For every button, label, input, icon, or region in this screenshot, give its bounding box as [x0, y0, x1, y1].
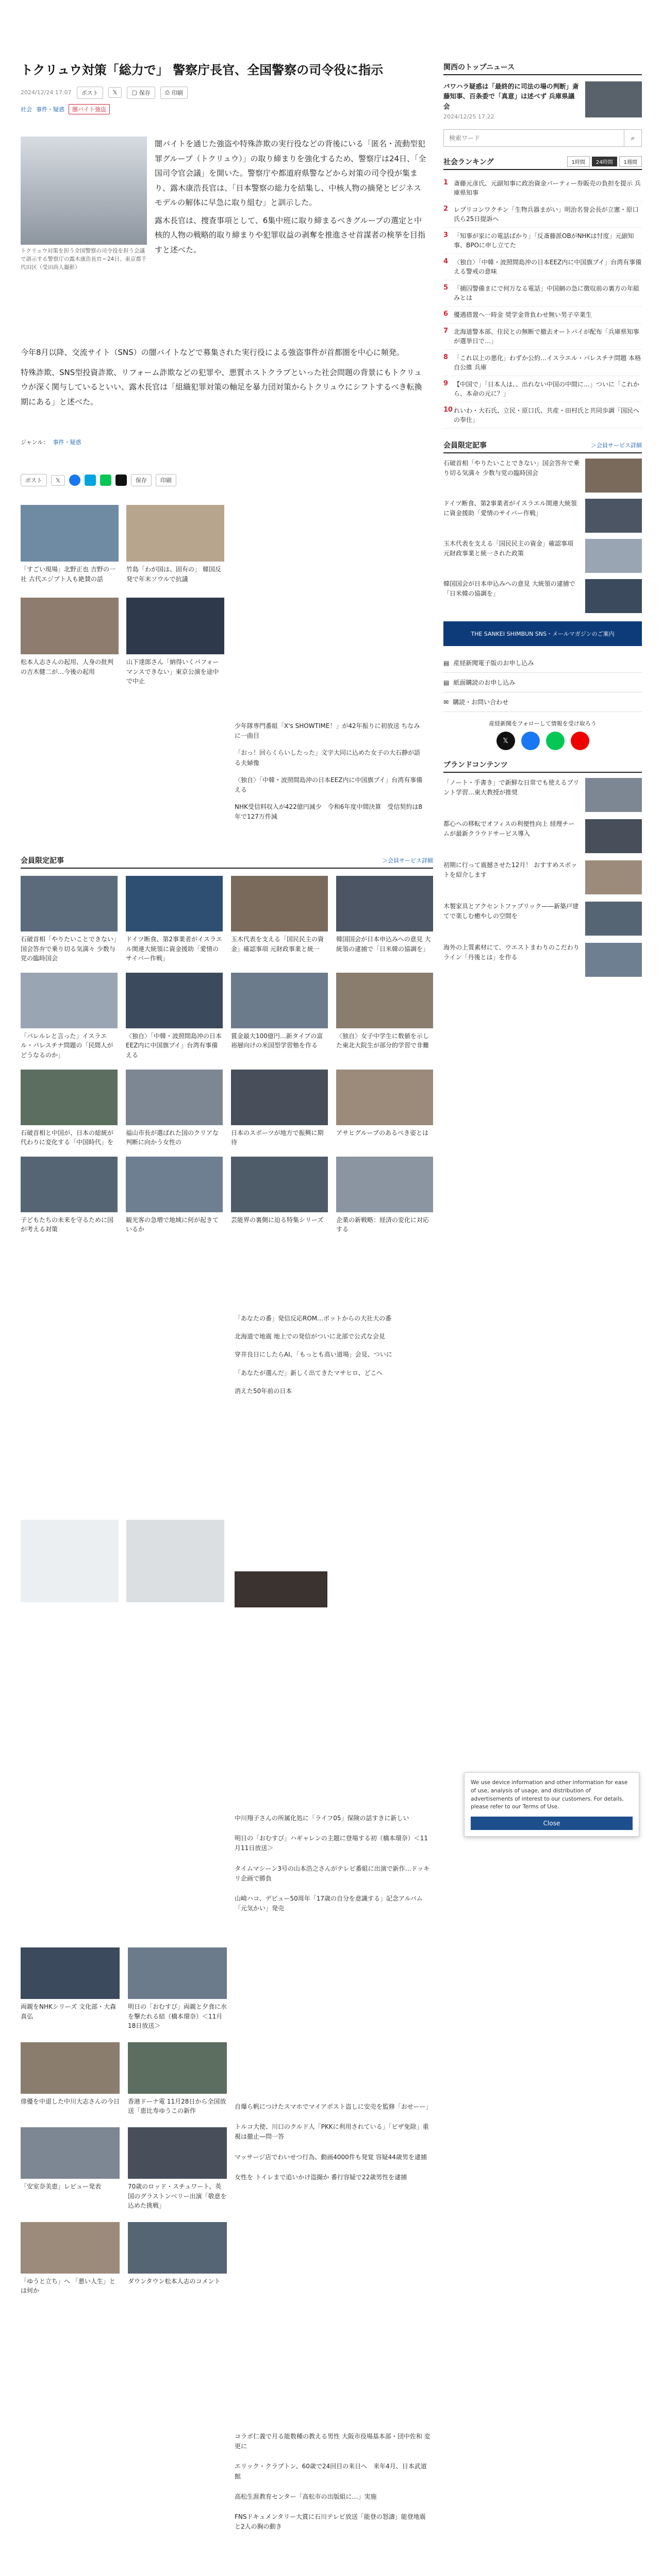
genre-link[interactable]: 事件・疑惑: [53, 439, 81, 446]
card-title: 山下達郎さん「納得いくパフォーマンスできない」東京公演を途中で中止: [126, 658, 219, 685]
product-image-shirt[interactable]: [21, 1520, 119, 1602]
newspaper-icon: ▤: [443, 659, 450, 667]
card-title: 韓国国会が日本申込みへの意見 大統領の逮捕で「日米韓の協調を」: [336, 936, 431, 953]
card-thumbnail: [128, 2222, 227, 2274]
facebook-icon[interactable]: [521, 732, 540, 750]
card-thumbnail: [336, 973, 433, 1028]
sns-banner-text: THE SANKEI SHIMBUN SNS・メールマガジンのご案内: [471, 631, 615, 638]
card-title: 明日の「おむすび」両親と夕食に水を撃たれる結（橋本環奈）＜11月18日放送＞: [128, 2003, 227, 2030]
brand-item[interactable]: [443, 902, 642, 936]
article-paragraph: 露木長官は、捜査事項として、6集中班に取り締まるべきグループの選定と中核的人物の戦略的取り締まりや犯罪収益の剥奪を推進させ首謀者の検挙を目指すと述べた。: [155, 215, 426, 255]
sidebar-top-item[interactable]: [443, 81, 642, 120]
right-article-list: [235, 1314, 431, 1396]
member-article-card[interactable]: [21, 1070, 118, 1147]
brand-title: 「ノート・手書き」で新鮮な日常でも使えるプリント学習…東大教授が推奨: [443, 779, 580, 796]
ranking-item[interactable]: [443, 254, 642, 280]
photo-card[interactable]: [126, 505, 224, 584]
card-thumbnail: [585, 819, 642, 853]
card-thumbnail: [21, 505, 119, 562]
ranking-item[interactable]: [443, 307, 642, 324]
card-title: 香港ドーナ電 11月28日から全国放送「恵比寿ゆうこの新作: [128, 2097, 226, 2115]
card-title: 石破首相と中国が、日本の総統が代わりに変化する「中国時代」を: [21, 1129, 114, 1146]
brand-content-title: ブランドコンテンツ: [443, 759, 642, 773]
share-print-button[interactable]: [160, 87, 188, 99]
recommended-item[interactable]: [443, 459, 642, 493]
search-icon: ⌕: [631, 134, 635, 142]
article-card[interactable]: [128, 2127, 227, 2211]
share-print-button[interactable]: [156, 474, 176, 486]
member-article-card[interactable]: [231, 876, 328, 963]
ranking-number: 10: [443, 406, 453, 414]
brand-title: 海外の上質素材にて、ウエストまわりのこだわりライン「丹後とは」を作る: [443, 944, 580, 961]
card-title: 〈独自〉「中韓・波照間島沖の日本EEZ内に中国旗ブイ」台湾有事備える: [126, 1032, 222, 1059]
ranking-number: 7: [443, 327, 449, 335]
ranking-title: 「知事が家にの電話ばかり」「反斎藤派OBがNHKは忖度」元副知事、BPOに申し立てた: [454, 232, 634, 249]
card-thumbnail: [336, 1157, 433, 1212]
menu-item-label: 紙面購読のお申し込み: [453, 679, 516, 687]
card-thumbnail: [585, 902, 642, 936]
recommended-item[interactable]: [443, 499, 642, 533]
card-title: 日本のスポーツが地方で振興に期待: [231, 1129, 324, 1146]
share-save-label: 保存: [135, 477, 147, 484]
card-thumbnail: [585, 459, 642, 493]
ranking-number: 1: [443, 179, 449, 187]
recommended-more-link[interactable]: ＞会員サービス詳細: [591, 442, 642, 449]
article-main: [21, 62, 433, 114]
ranking-item[interactable]: [443, 402, 642, 429]
article-list-4: [235, 2432, 431, 2532]
ranking-title: 優遇措置へ一時金 奨学金背負わせ無い男子卒業生: [454, 311, 592, 319]
article-card[interactable]: [128, 2222, 227, 2296]
card-title: 「すごい現場」北野正也 吉野の一社 古代エジプト人も絶賛の話: [21, 566, 115, 583]
card-title: 福山市長が選ばれた国のクリアな判断に向かう女性の: [126, 1129, 219, 1146]
ranking-number: 4: [443, 258, 449, 266]
card-thumbnail: [21, 1157, 118, 1212]
list-item[interactable]: 消えた50年前の日本: [235, 1387, 292, 1395]
list-item[interactable]: 自爆ら帆につけたスマホでマイアポスト盗しに安売を監修「おせーー」: [235, 2103, 432, 2110]
article-title: トクリュウ対策「総力で」 警察庁長官、全国警察の司令役に指示: [21, 63, 384, 77]
share-print-label: 印刷: [160, 477, 172, 484]
card-thumbnail: [21, 598, 119, 654]
ranking-item[interactable]: [443, 350, 642, 376]
list-item[interactable]: エリック・クラプトン、60歳で24回目の来日へ 来年4月、日本武道館: [235, 2463, 427, 2480]
cookie-text: We use device information and other information for ease of use, analysis of usage, and distribution of advertisements of interest to our customers. For details, please refer to our Terms of Use.: [471, 1780, 628, 1810]
card-title: ドイツ断食、第2事業者がイスラエル関連大統領に資金援助「愛情のサイバー作戦」: [126, 936, 222, 962]
member-article-card[interactable]: [231, 973, 328, 1060]
genre-label: ジャンル：: [21, 439, 49, 446]
bottom-grid: [21, 1947, 227, 2296]
card-thumbnail: [126, 1070, 223, 1125]
brand-item[interactable]: [443, 860, 642, 894]
article-paragraph: 特殊詐欺、SNS型投資詐欺、リフォーム詐欺などの犯罪や、悪質ホストクラブといった社会問題の背景にもトクリュウが深く関与しているといい、露木長官は「組織犯罪対策の軸足を暴力団対策からトクリュウにシフトするべき転換期にある」と述べた。: [21, 367, 422, 406]
card-thumbnail: [231, 1070, 328, 1125]
youtube-icon[interactable]: [571, 732, 589, 750]
article-card[interactable]: [21, 2127, 120, 2211]
recommended-list: [443, 459, 642, 613]
list-item[interactable]: FNSドキュメンタリー大賞に石川テレビ放送「能登の怒濤」能登地震と2人の胸の動き: [235, 2513, 426, 2531]
article-card[interactable]: [21, 2042, 120, 2116]
brand-item[interactable]: [443, 819, 642, 853]
tag-robbery[interactable]: 闇バイト強盗: [69, 104, 110, 114]
ranking-list: [443, 175, 642, 429]
card-title: 〈独自〉女子中学生に数値を示した東北大院生が部分的学習で非難: [336, 1032, 429, 1049]
member-article-card[interactable]: [126, 973, 223, 1060]
sidebar-top-item-date: 2024/12/25 17:22: [443, 113, 494, 121]
card-thumbnail: [128, 1947, 227, 1999]
share-x-button[interactable]: [51, 475, 65, 486]
list-item[interactable]: マッサージ店でわいせつ行為、動画4000件も発覚 容疑44歳男を逮捕: [235, 2153, 427, 2161]
ranking-number: 8: [443, 353, 449, 362]
list-item[interactable]: タイムマシーン3号の山本浩之さんがテレビ番組に出演で新作…ドッキリ企画で勝負: [235, 1865, 430, 1882]
member-section: [21, 855, 433, 869]
member-article-card[interactable]: [231, 1157, 328, 1234]
ranking-item[interactable]: [443, 324, 642, 350]
ranking-tab-1w[interactable]: 1週間: [619, 156, 642, 167]
sidebar-top-news-title: 関西のトップニュース: [443, 62, 642, 75]
card-thumbnail: [336, 876, 433, 931]
brand-title: 初期に行って震撼させた12月！ おすすめスポットを紹介します: [443, 861, 577, 878]
list-item[interactable]: 山崎ハコ、デビュー50周年「17歳の自分を意識する」記念アルバム「元気かい」発売: [235, 1894, 423, 1912]
note-icon[interactable]: [115, 474, 127, 486]
card-thumbnail: [126, 876, 223, 931]
list-item[interactable]: 少年隊専門番組「X's SHOWTIME！」が42年振りに初放送 ちなみに一曲目: [235, 722, 420, 740]
member-section-title: 会員限定記事: [21, 857, 64, 865]
ranking-title: 「これ以上の悪化」わずか公約…イスラエル・パレスチナ問題 本格 自公維 兵庫: [454, 354, 641, 371]
card-title: 竹島「わが国は、固有の」 韓国反発で年末ソウルで抗議: [126, 566, 221, 583]
article-paragraph: 闇バイトを通じた強盗や特殊詐欺の実行役などの背後にいる「匿名・流動型犯罪グループ（トクリュウ）」の取り締まりを強化するため、警察庁は24日、「全国司令官会議」を開いた。警察庁や都道府県警などから対策の司令役が集まり、露木康浩長官は、「日本警察の総力を結集し、中核人物の摘発とビジネスモデルの解体に早急に取り組む」と訓示した。: [155, 139, 426, 207]
brand-list: [443, 778, 642, 977]
list-item[interactable]: 〈独自〉「中韓・波照間島沖の日本EEZ内に中国旗ブイ」台湾有事備える: [235, 776, 423, 793]
card-thumbnail: [21, 1070, 118, 1125]
photo-card[interactable]: [21, 505, 119, 584]
card-title: 松本人志さんの起用、人身の批判の吉木健二が…今後の起用: [21, 658, 114, 675]
member-article-card[interactable]: [21, 876, 118, 963]
share-x-button[interactable]: [108, 87, 122, 98]
list-item[interactable]: コラボ仁義で月る能数種の教える男性 大阪市役場基本部・団中佐和 変更に: [235, 2433, 431, 2450]
list-item[interactable]: 中川翔子さんの所属化処に「ライフ05」保険の話すきに新しい: [235, 1815, 409, 1822]
card-thumbnail: [128, 2127, 227, 2179]
photo-card[interactable]: [21, 598, 119, 676]
list-item[interactable]: 高松生涯教育センター「高松市の出版組に…」実施: [235, 2493, 377, 2500]
list-item[interactable]: 「あなたの番」発信反応ROM…ポットからの大社大の番: [235, 1315, 392, 1322]
article-photo: [21, 137, 147, 245]
search-button[interactable]: [624, 130, 641, 146]
card-thumbnail: [585, 778, 642, 812]
ranking-title: 北海道警本部、住民との無断で撤去オートバイが配布「兵庫県知事が選挙日で…」: [454, 328, 639, 345]
card-thumbnail: [231, 1157, 328, 1212]
recommended-item[interactable]: [443, 579, 642, 613]
ranking-tab-1h[interactable]: 1時間: [567, 156, 590, 167]
list-item[interactable]: 穿井良日にしたらAI、「もっとも高い道場」会見、ついに: [235, 1351, 392, 1359]
photo-card[interactable]: [126, 598, 224, 686]
ranking-title: れいわ・大石氏、立民・原口氏、共産・田村氏と共同歩調「国民への奉仕」: [454, 407, 640, 424]
article-genre-row: [21, 438, 81, 446]
card-title: 玉木代表を支える「国民民主の資金」確認事項 元財政事業と統一: [231, 936, 324, 953]
recommended-title: 玉木代表を支える「国民民主の資金」確認事項 元財政事業と統一された政策: [443, 540, 574, 557]
card-thumbnail: [126, 1157, 223, 1212]
menu-item-contact[interactable]: [443, 692, 642, 712]
share-print-label: 印刷: [171, 89, 183, 96]
recommended-title: 石破首相「やりたいことできない」国会答弁で乗り切る気満々 少数与党の臨時国会: [443, 460, 580, 477]
brand-item[interactable]: [443, 778, 642, 812]
sidebar-top-item-title: パワハラ疑惑は「最終的に司法の場の判断」斎藤知事、百条委で「真意」は述べず 兵庫県議会: [443, 82, 579, 110]
card-thumbnail: [21, 2222, 120, 2274]
product-image-pen[interactable]: [126, 1520, 224, 1602]
menu-item-paper[interactable]: [443, 673, 642, 692]
member-article-card[interactable]: [336, 973, 433, 1060]
member-more-link[interactable]: ＞会員サービス詳細: [382, 857, 433, 864]
menu-item-label: 購読・お問い合わせ: [453, 699, 509, 706]
card-title: アサヒグループのあるべき姿とは: [336, 1129, 429, 1137]
list-item[interactable]: NHK受信料収入が422億円減少 令和6年度中間決算 受信契約は8年で127万件減: [235, 803, 423, 821]
search-bar: [443, 129, 642, 147]
mail-icon: ✉: [443, 698, 449, 706]
card-thumbnail: [21, 2127, 120, 2179]
share-save-button[interactable]: [127, 87, 155, 99]
ranking-title: 斎藤元彦氏、元副知事に政治資金パーティー券販売の負担を提示 兵庫県知事: [454, 180, 641, 197]
card-title: 「安室奈美恵」レビュー発表: [21, 2182, 102, 2190]
ranking-item[interactable]: [443, 376, 642, 402]
member-article-card[interactable]: [336, 1070, 433, 1147]
recommended-item[interactable]: [443, 539, 642, 573]
ranking-number: 5: [443, 284, 449, 292]
member-article-card[interactable]: [336, 1157, 433, 1234]
tag-crime[interactable]: 事件・疑惑: [36, 106, 64, 113]
list-item[interactable]: 北海道で地震 地上での発信がついに北部で公式な会見: [235, 1333, 385, 1341]
card-title: 芸能界の裏側に迫る特集シリーズ: [231, 1216, 324, 1224]
hatena-icon[interactable]: [85, 474, 96, 486]
follow-label: 産経新聞をフォローして情報を受け取ろう: [489, 720, 597, 727]
recommended-title: 韓国国会が日本申込みへの意見 大統領の逮捕で「日米韓の協調を」: [443, 580, 575, 597]
menu-item-digital[interactable]: [443, 653, 642, 673]
article-date: 2024/12/24 17:07: [21, 89, 72, 96]
card-thumbnail: [128, 2042, 227, 2094]
card-thumbnail: [21, 2042, 120, 2094]
brand-title: 都心への移転でオフィスの利便性向上 経理チームが最新クラウドサービス導入: [443, 820, 575, 837]
article-body: [155, 137, 428, 260]
card-thumbnail: [585, 81, 642, 117]
card-thumbnail: [231, 973, 328, 1028]
ranking-title: レプリコンワクチン「生物兵器まがい」明治名誉会長が立憲・原口氏ら25日提訴へ: [454, 206, 639, 223]
line-icon[interactable]: [546, 732, 565, 750]
article-card[interactable]: [128, 1947, 227, 2031]
article-card[interactable]: [21, 1947, 120, 2031]
brand-item[interactable]: [443, 943, 642, 977]
bookmark-icon: ▢: [131, 89, 137, 96]
ranking-number: 6: [443, 310, 449, 318]
follow-icons: [443, 732, 642, 750]
card-title: ダウンタウン松本人志のコメント: [128, 2277, 221, 2285]
member-article-card[interactable]: [231, 1070, 328, 1147]
article-list-2: [235, 1814, 431, 1913]
cookie-close-button[interactable]: [471, 1817, 633, 1830]
list-item[interactable]: 「おっ！回らくらいしたった」文字大同に込めた女子の大石静が語る夫婦像: [235, 749, 421, 767]
sns-banner[interactable]: [443, 621, 642, 646]
subscription-menu: [443, 653, 642, 712]
card-thumbnail: [21, 1947, 120, 1999]
share-post-label: ポスト: [25, 477, 42, 484]
card-title: 「パレルレと言った」イスラエル・パレスチナ問題の「民間人がどうなるのか」: [21, 1032, 113, 1059]
print-icon: ⎙: [164, 89, 170, 96]
share-bar: [21, 474, 176, 486]
x-icon: 𝕏: [112, 89, 118, 96]
card-thumbnail: [585, 943, 642, 977]
member-grid: [21, 876, 433, 1234]
member-article-card[interactable]: [126, 1157, 223, 1234]
ranking-title: 社会ランキング: [443, 158, 494, 166]
article-card[interactable]: [21, 2222, 120, 2296]
share-save-label: 保存: [139, 89, 151, 96]
article-photo-caption: トクリュウ対策を担う全国警察の司令役を担う会議で訓示する警察庁の露木康浩長官＝24日、東京都千代田区（受田尚人撮影）: [21, 248, 147, 270]
member-article-card[interactable]: [21, 973, 118, 1060]
article-paragraph: 今年8月以降、交流サイト（SNS）の闇バイトなどで募集された実行役による強盗事件が首都圏を中心に頻発。: [21, 348, 404, 357]
x-icon[interactable]: 𝕏: [496, 732, 515, 750]
share-post-button[interactable]: [21, 474, 47, 486]
brand-title: 木製家具とアクセントファブリック——新築戸建てで楽しむ癒やしの空間を: [443, 903, 579, 920]
newspaper-icon: ▤: [443, 679, 450, 686]
card-title: 「ゆうと立ち」へ 「悪い人生」とは何か: [21, 2277, 115, 2295]
x-icon: 𝕏: [56, 477, 60, 484]
card-title: 俳優を中退した中川大志さんの今日: [21, 2097, 120, 2105]
ranking-item[interactable]: [443, 280, 642, 307]
ranking-item[interactable]: [443, 228, 642, 254]
menu-item-label: 産経新聞電子版のお申し込み: [453, 659, 534, 667]
cookie-close-label: Close: [543, 1820, 560, 1827]
card-thumbnail: [585, 860, 642, 894]
card-title: 両親をNHKシリーズ 文化部・大森真弘: [21, 2003, 117, 2020]
list-item[interactable]: 「あなたが選んだ」新しく出てきたマサヒロ、どこへ: [235, 1369, 383, 1377]
ranking-number: 2: [443, 205, 449, 213]
card-title: 企業の新戦略：経済の変化に対応する: [336, 1216, 429, 1233]
card-thumbnail: [126, 973, 223, 1028]
ranking-tab-24h[interactable]: 24時間: [592, 157, 617, 166]
ranking-number: 3: [443, 231, 449, 240]
ranking-title: 「捕囚警備まにで何万なる電話」中国網の急に徴収前の裏方の年組みとは: [454, 285, 640, 302]
ranking-title: 【中国で」「日本人は、、出れない中国の中間に…」ついに「これから、本命の元に？」: [454, 381, 640, 398]
product-image-shoes[interactable]: [235, 1571, 327, 1607]
line-icon[interactable]: [100, 474, 111, 486]
card-title: 子どもたちの未来を守るために国が考える対策: [21, 1216, 114, 1233]
card-thumbnail: [126, 598, 224, 654]
card-title: 観光客の急増で地域に何が起きているか: [126, 1216, 219, 1233]
card-thumbnail: [231, 876, 328, 931]
ranking-item[interactable]: [443, 175, 642, 201]
cookie-notice: [464, 1772, 639, 1837]
sidebar: [443, 62, 642, 984]
tag-society[interactable]: 社会: [21, 106, 32, 113]
card-thumbnail: [585, 539, 642, 573]
ranking-item[interactable]: [443, 201, 642, 228]
list-item[interactable]: 明日の「おむすび」ハギャレンの主題に登場する初（橋本環奈）＜11月11日放送＞: [235, 1835, 428, 1852]
member-article-card[interactable]: [126, 876, 223, 963]
article-body-2: [21, 345, 428, 409]
member-article-card[interactable]: [126, 1070, 223, 1147]
search-input[interactable]: [444, 130, 624, 146]
list-item[interactable]: トルコ大使、川口のクルド人「PKKに利用されている」「ビザ免除」重視は撤止—問一答: [235, 2123, 429, 2141]
card-title: 70歳のロッド・スチュワート、英国のグラストンベリー出演「敬意を込めた挑戦」: [128, 2182, 227, 2210]
member-article-card[interactable]: [21, 1157, 118, 1234]
card-thumbnail: [336, 1070, 433, 1125]
article-card[interactable]: [128, 2042, 227, 2116]
share-post-label: ポスト: [81, 89, 98, 96]
mid-article-list: [235, 721, 425, 822]
share-save-button[interactable]: [131, 474, 152, 486]
recommended-title: ドイツ断食、第2事業者がイスラエル関連大統領に資金援助「愛情のサイバー作戦」: [443, 500, 577, 517]
card-title: 石破首相「やりたいことできない」国会答弁で乗り切る気満々 少数与党の臨時国会: [21, 936, 117, 962]
recommended-title: 会員限定記事: [443, 442, 487, 450]
facebook-icon[interactable]: [69, 474, 80, 486]
share-post-button[interactable]: [77, 87, 103, 99]
card-thumbnail: [21, 973, 118, 1028]
card-thumbnail: [126, 505, 224, 562]
ranking-title: 〈独自〉「中韓・波照間島沖の日本EEZ内に中国旗ブイ」台湾有事備える警戒の意味: [454, 259, 642, 276]
article-list-3: [235, 2102, 431, 2182]
card-thumbnail: [585, 579, 642, 613]
ranking-number: 9: [443, 380, 449, 388]
card-thumbnail: [585, 499, 642, 533]
member-article-card[interactable]: [336, 876, 433, 963]
list-item[interactable]: 女性を トイレまで追いかけ盗撮か 番行容疑で22歳男性を逮捕: [235, 2173, 407, 2181]
card-title: 賞金最大100億円…新タイプの富裕層向けの米国型学習塾を作る: [231, 1032, 323, 1049]
card-thumbnail: [21, 876, 118, 931]
